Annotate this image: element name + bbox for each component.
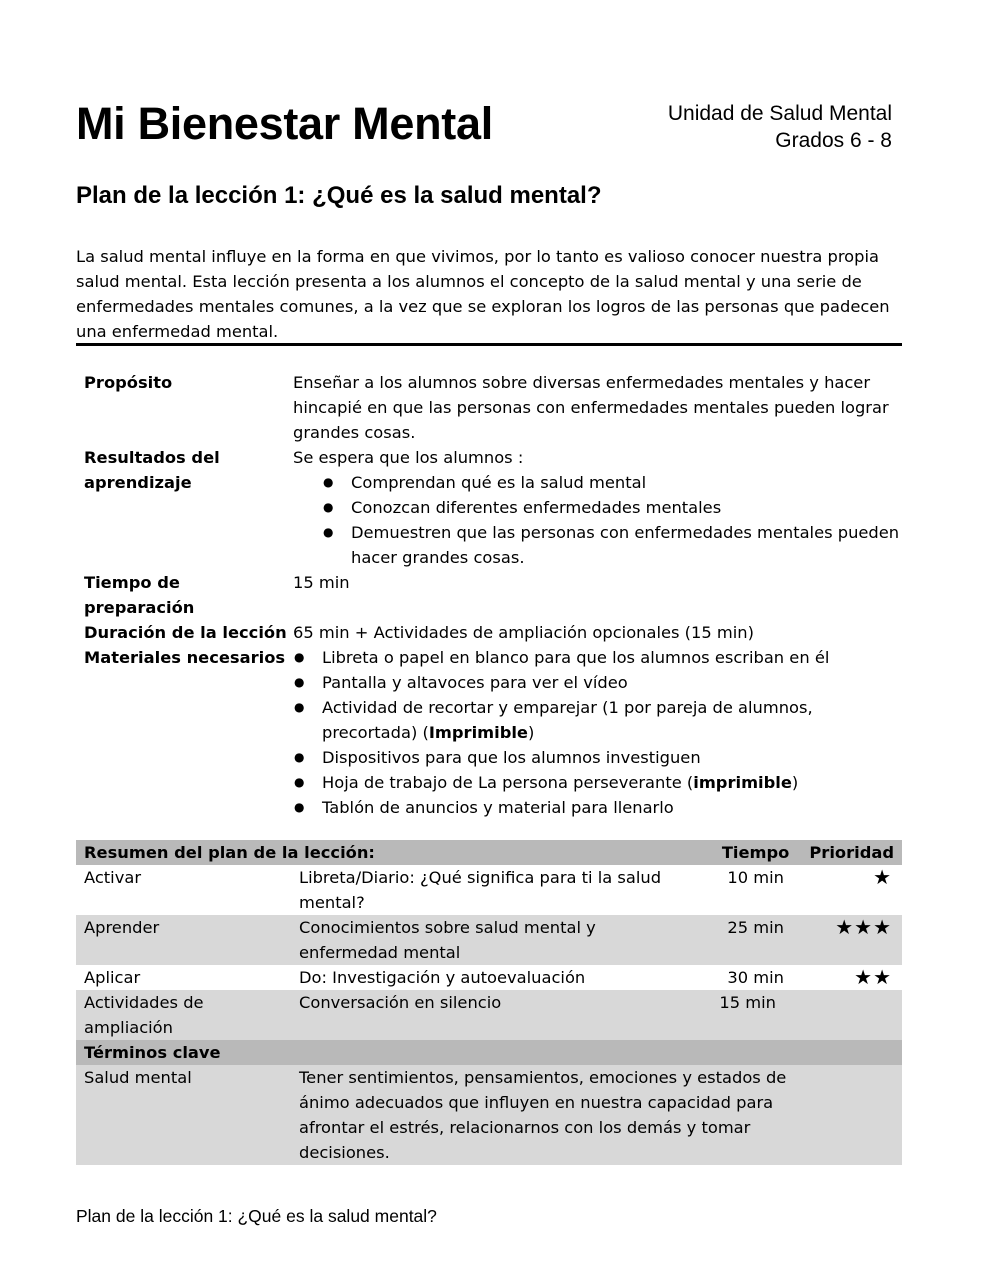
table-row	[76, 965, 902, 990]
duration-text: 65 min + Actividades de ampliación opcionales (15 min)	[293, 623, 754, 642]
document-title: Mi Bienestar Mental	[76, 98, 493, 149]
phase-cell: Actividades de ampliación	[84, 993, 204, 1037]
material-item	[293, 770, 902, 795]
outcome-item: ● Comprendan qué es la salud mental	[293, 470, 902, 495]
activity-cell: Do: Investigación y autoevaluación	[299, 968, 586, 987]
divider	[76, 343, 902, 346]
lesson-info	[84, 370, 902, 820]
outcomes-label	[84, 445, 293, 570]
lesson-summary-table	[76, 840, 902, 1165]
phase-cell: Aplicar	[84, 968, 141, 987]
activity-cell: Conocimientos sobre salud mental y enfermedad mental	[299, 918, 596, 962]
key-terms-header-row	[76, 1040, 902, 1065]
outcomes-list	[293, 470, 902, 570]
duration-row	[84, 620, 902, 645]
time-header: Tiempo	[721, 843, 790, 862]
outcomes-label-line: Resultados del	[84, 448, 220, 467]
page-footer: Plan de la lección 1: ¿Qué es la salud mental?	[76, 1206, 437, 1226]
summary-header: Resumen del plan de la lección:	[84, 843, 375, 862]
key-terms-header: Términos clave	[84, 1043, 221, 1062]
priority-stars: ★★	[854, 965, 892, 989]
material-item: ● Tablón de anuncios y material para llenarlo	[293, 795, 902, 820]
printable-label: Imprimible	[428, 723, 528, 742]
intro-paragraph: La salud mental influye en la forma en que vivimos, por lo tanto es valioso conocer nuestra propia salud mental. Esta lección presenta a los alumnos el concepto de la salud mental y una serie de enfermedades mentales comunes, a la vez que se exploran los logros de las personas que padecen una enfermedad mental.	[76, 247, 890, 341]
key-term-row	[76, 1065, 902, 1165]
phase-cell: Aprender	[84, 918, 160, 937]
material-item: ● Pantalla y altavoces para ver el vídeo	[293, 670, 902, 695]
key-term: Salud mental	[84, 1068, 192, 1087]
table-row	[76, 865, 902, 915]
printable-label: imprimible	[693, 773, 792, 792]
outcomes-intro: Se espera que los alumnos :	[293, 448, 524, 467]
unit-name: Unidad de Salud Mental	[667, 102, 892, 125]
time-cell: 30 min	[727, 968, 784, 987]
material-item: ● Dispositivos para que los alumnos investiguen	[293, 745, 902, 770]
summary-header-row	[76, 840, 902, 865]
purpose-row	[84, 370, 902, 445]
material-text: Hoja de trabajo de La persona perseverante (	[322, 773, 694, 792]
time-cell: 15 min	[719, 993, 776, 1012]
purpose-text: Enseñar a los alumnos sobre diversas enfermedades mentales y hacer hincapié en que las personas con enfermedades mentales pueden lograr grandes cosas.	[293, 373, 889, 442]
material-item: ● Libreta o papel en blanco para que los alumnos escriban en él	[293, 645, 902, 670]
key-term-definition: Tener sentimientos, pensamientos, emociones y estados de ánimo adecuados que influyen en nuestra capacidad para afrontar el estrés, relacionarnos con los demás y tomar decisiones.	[299, 1068, 787, 1162]
material-text: Actividad de recortar y emparejar (1 por pareja de alumnos, precortada) (	[322, 698, 813, 742]
activity-cell: Libreta/Diario: ¿Qué significa para ti la salud mental?	[299, 868, 662, 912]
close-paren: )	[527, 723, 535, 742]
prep-label-line: Tiempo de	[84, 573, 180, 592]
outcomes-label-line: aprendizaje	[84, 473, 192, 492]
priority-stars: ★	[873, 865, 892, 889]
outcome-item: ● Demuestren que las personas con enfermedades mentales pueden hacer grandes cosas.	[293, 520, 902, 570]
grade-range: Grados 6 - 8	[775, 129, 892, 152]
prep-label	[84, 570, 293, 620]
table-row	[76, 915, 902, 965]
outcomes-content	[293, 445, 902, 570]
outcome-item: ● Conozcan diferentes enfermedades mentales	[293, 495, 902, 520]
table-row	[76, 990, 902, 1040]
priority-stars: ★★★	[835, 915, 892, 939]
prep-row	[84, 570, 902, 620]
materials-row	[84, 645, 902, 820]
prep-label-line: preparación	[84, 598, 195, 617]
lesson-title: Plan de la lección 1: ¿Qué es la salud mental?	[76, 182, 602, 209]
purpose-label: Propósito	[84, 373, 173, 392]
materials-list	[293, 645, 902, 820]
priority-header: Prioridad	[809, 843, 894, 862]
materials-label: Materiales necesarios	[84, 648, 286, 667]
unit-info	[668, 100, 892, 154]
prep-time: 15 min	[293, 573, 350, 592]
outcomes-row	[84, 445, 902, 570]
activity-cell: Conversación en silencio	[299, 993, 502, 1012]
materials-content	[293, 645, 902, 820]
priority-stars	[776, 990, 902, 1040]
material-item	[293, 695, 902, 745]
close-paren: )	[791, 773, 799, 792]
duration-label: Duración de la lección	[84, 623, 287, 642]
time-cell: 10 min	[727, 868, 784, 887]
time-cell: 25 min	[727, 918, 784, 937]
phase-cell: Activar	[84, 868, 142, 887]
